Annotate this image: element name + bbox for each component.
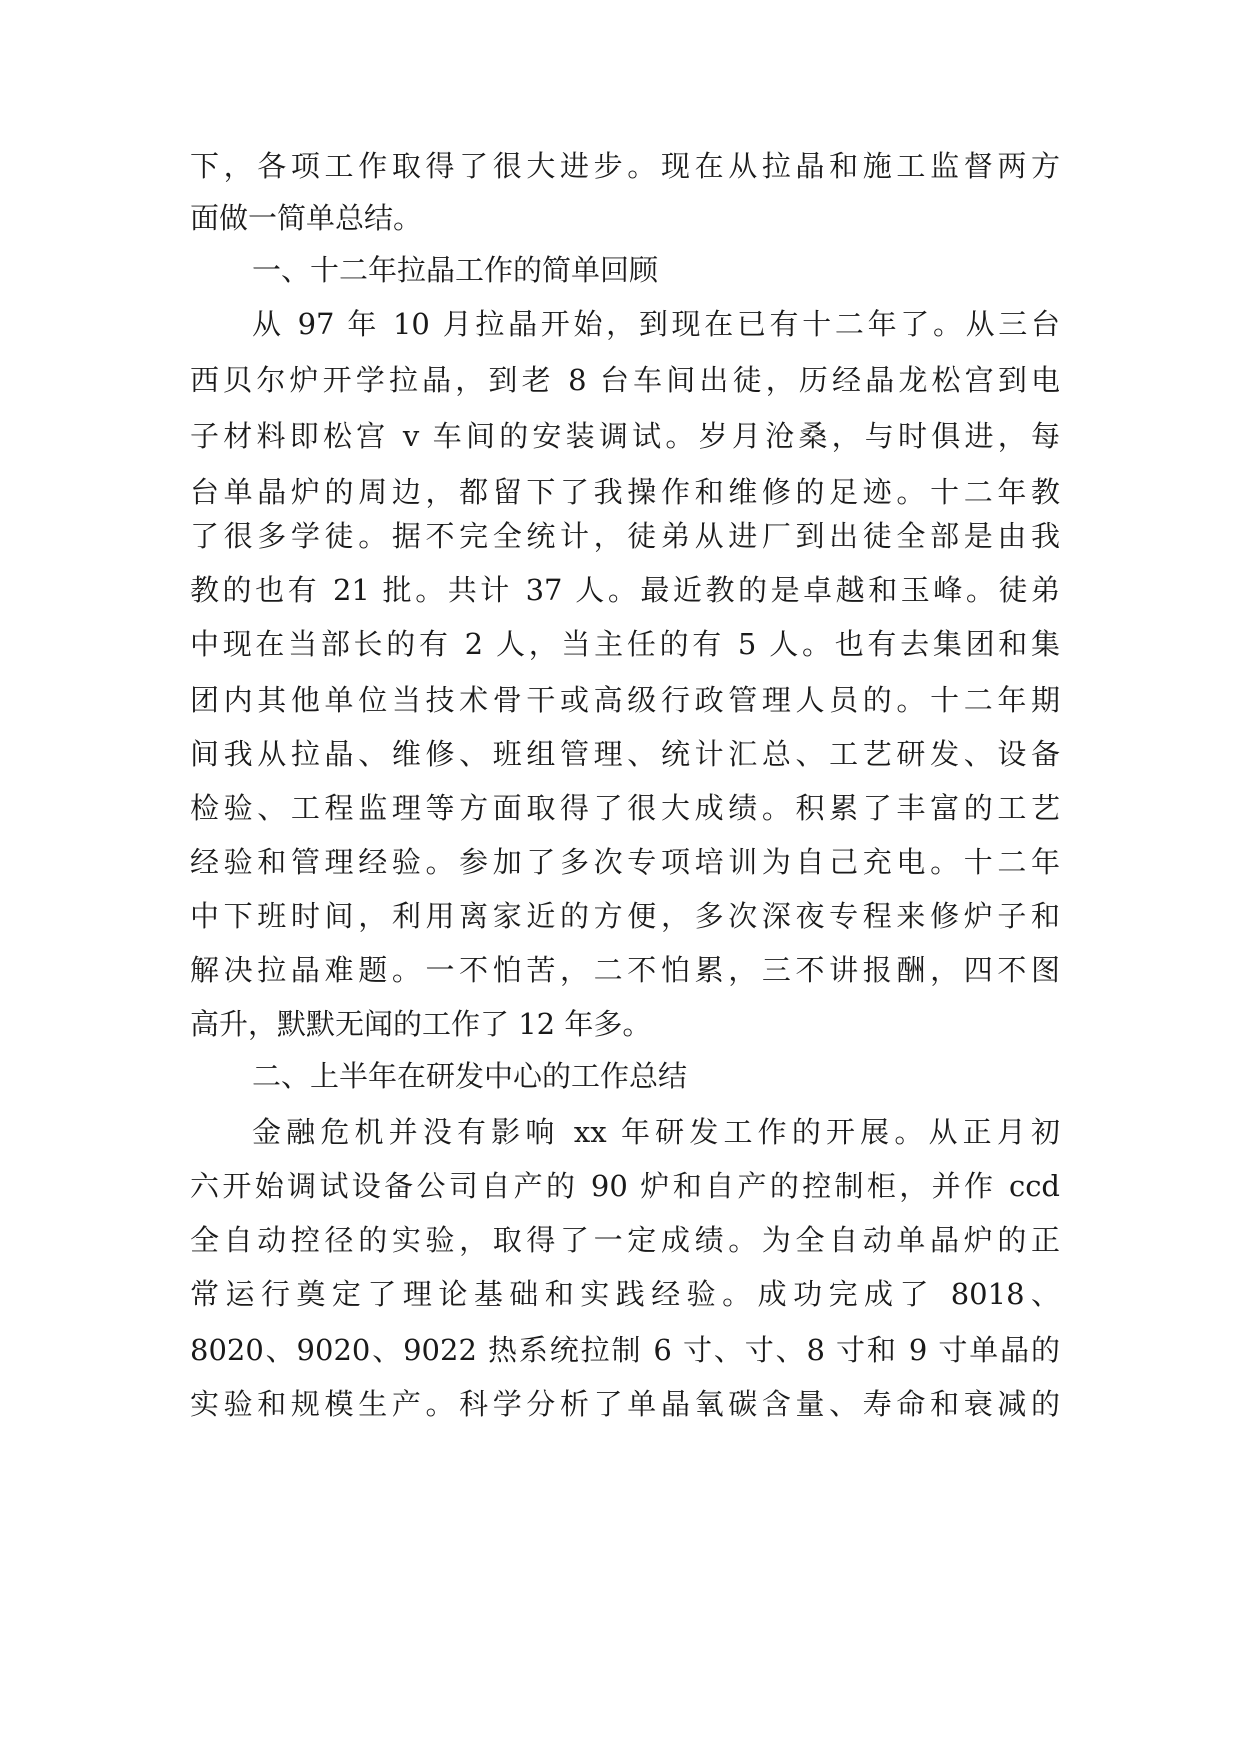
paragraph-line: 高升，默默无闻的工作了 12 年多。 xyxy=(190,1007,652,1041)
paragraph-line: 团内其他单位当技术骨干或高级行政管理人员的。十二年期 xyxy=(190,683,1060,717)
paragraph-line: 全自动控径的实验，取得了一定成绩。为全自动单晶炉的正 xyxy=(190,1223,1060,1257)
paragraph-line: 金融危机并没有影响 xx 年研发工作的开展。从正月初 xyxy=(252,1115,1060,1149)
paragraph-line: 中现在当部长的有 2 人，当主任的有 5 人。也有去集团和集 xyxy=(190,627,1060,661)
paragraph-line: 下，各项工作取得了很大进步。现在从拉晶和施工监督两方 xyxy=(190,149,1060,183)
paragraph-line: 面做一简单总结。 xyxy=(190,201,423,235)
paragraph-line: 从 97 年 10 月拉晶开始，到现在已有十二年了。从三台 xyxy=(252,307,1060,341)
paragraph-line: 8020、9020、9022 热系统拉制 6 寸、寸、8 寸和 9 寸单晶的 xyxy=(190,1333,1060,1367)
paragraph-line: 经验和管理经验。参加了多次专项培训为自己充电。十二年 xyxy=(190,845,1060,879)
section-heading: 一、十二年拉晶工作的简单回顾 xyxy=(252,253,659,287)
paragraph-line: 检验、工程监理等方面取得了很大成绩。积累了丰富的工艺 xyxy=(190,791,1060,825)
paragraph-line: 间我从拉晶、维修、班组管理、统计汇总、工艺研发、设备 xyxy=(190,737,1060,771)
paragraph-line: 了很多学徒。据不完全统计，徒弟从进厂到出徒全部是由我 xyxy=(190,519,1060,553)
paragraph-line: 中下班时间，利用离家近的方便，多次深夜专程来修炉子和 xyxy=(190,899,1060,933)
section-heading: 二、上半年在研发中心的工作总结 xyxy=(252,1059,688,1093)
paragraph-line: 教的也有 21 批。共计 37 人。最近教的是卓越和玉峰。徒弟 xyxy=(190,573,1060,607)
paragraph-line: 常运行奠定了理论基础和实践经验。成功完成了 8018、 xyxy=(190,1277,1060,1311)
paragraph-line: 子材料即松宫 v 车间的安装调试。岁月沧桑，与时俱进，每 xyxy=(190,419,1060,453)
paragraph-line: 西贝尔炉开学拉晶，到老 8 台车间出徒，历经晶龙松宫到电 xyxy=(190,363,1060,397)
paragraph-line: 解决拉晶难题。一不怕苦，二不怕累，三不讲报酬，四不图 xyxy=(190,953,1060,987)
paragraph-line: 六开始调试设备公司自产的 90 炉和自产的控制柜，并作 ccd xyxy=(190,1169,1060,1203)
paragraph-line: 实验和规模生产。科学分析了单晶氧碳含量、寿命和衰减的 xyxy=(190,1387,1060,1421)
paragraph-line: 台单晶炉的周边，都留下了我操作和维修的足迹。十二年教 xyxy=(190,475,1060,509)
